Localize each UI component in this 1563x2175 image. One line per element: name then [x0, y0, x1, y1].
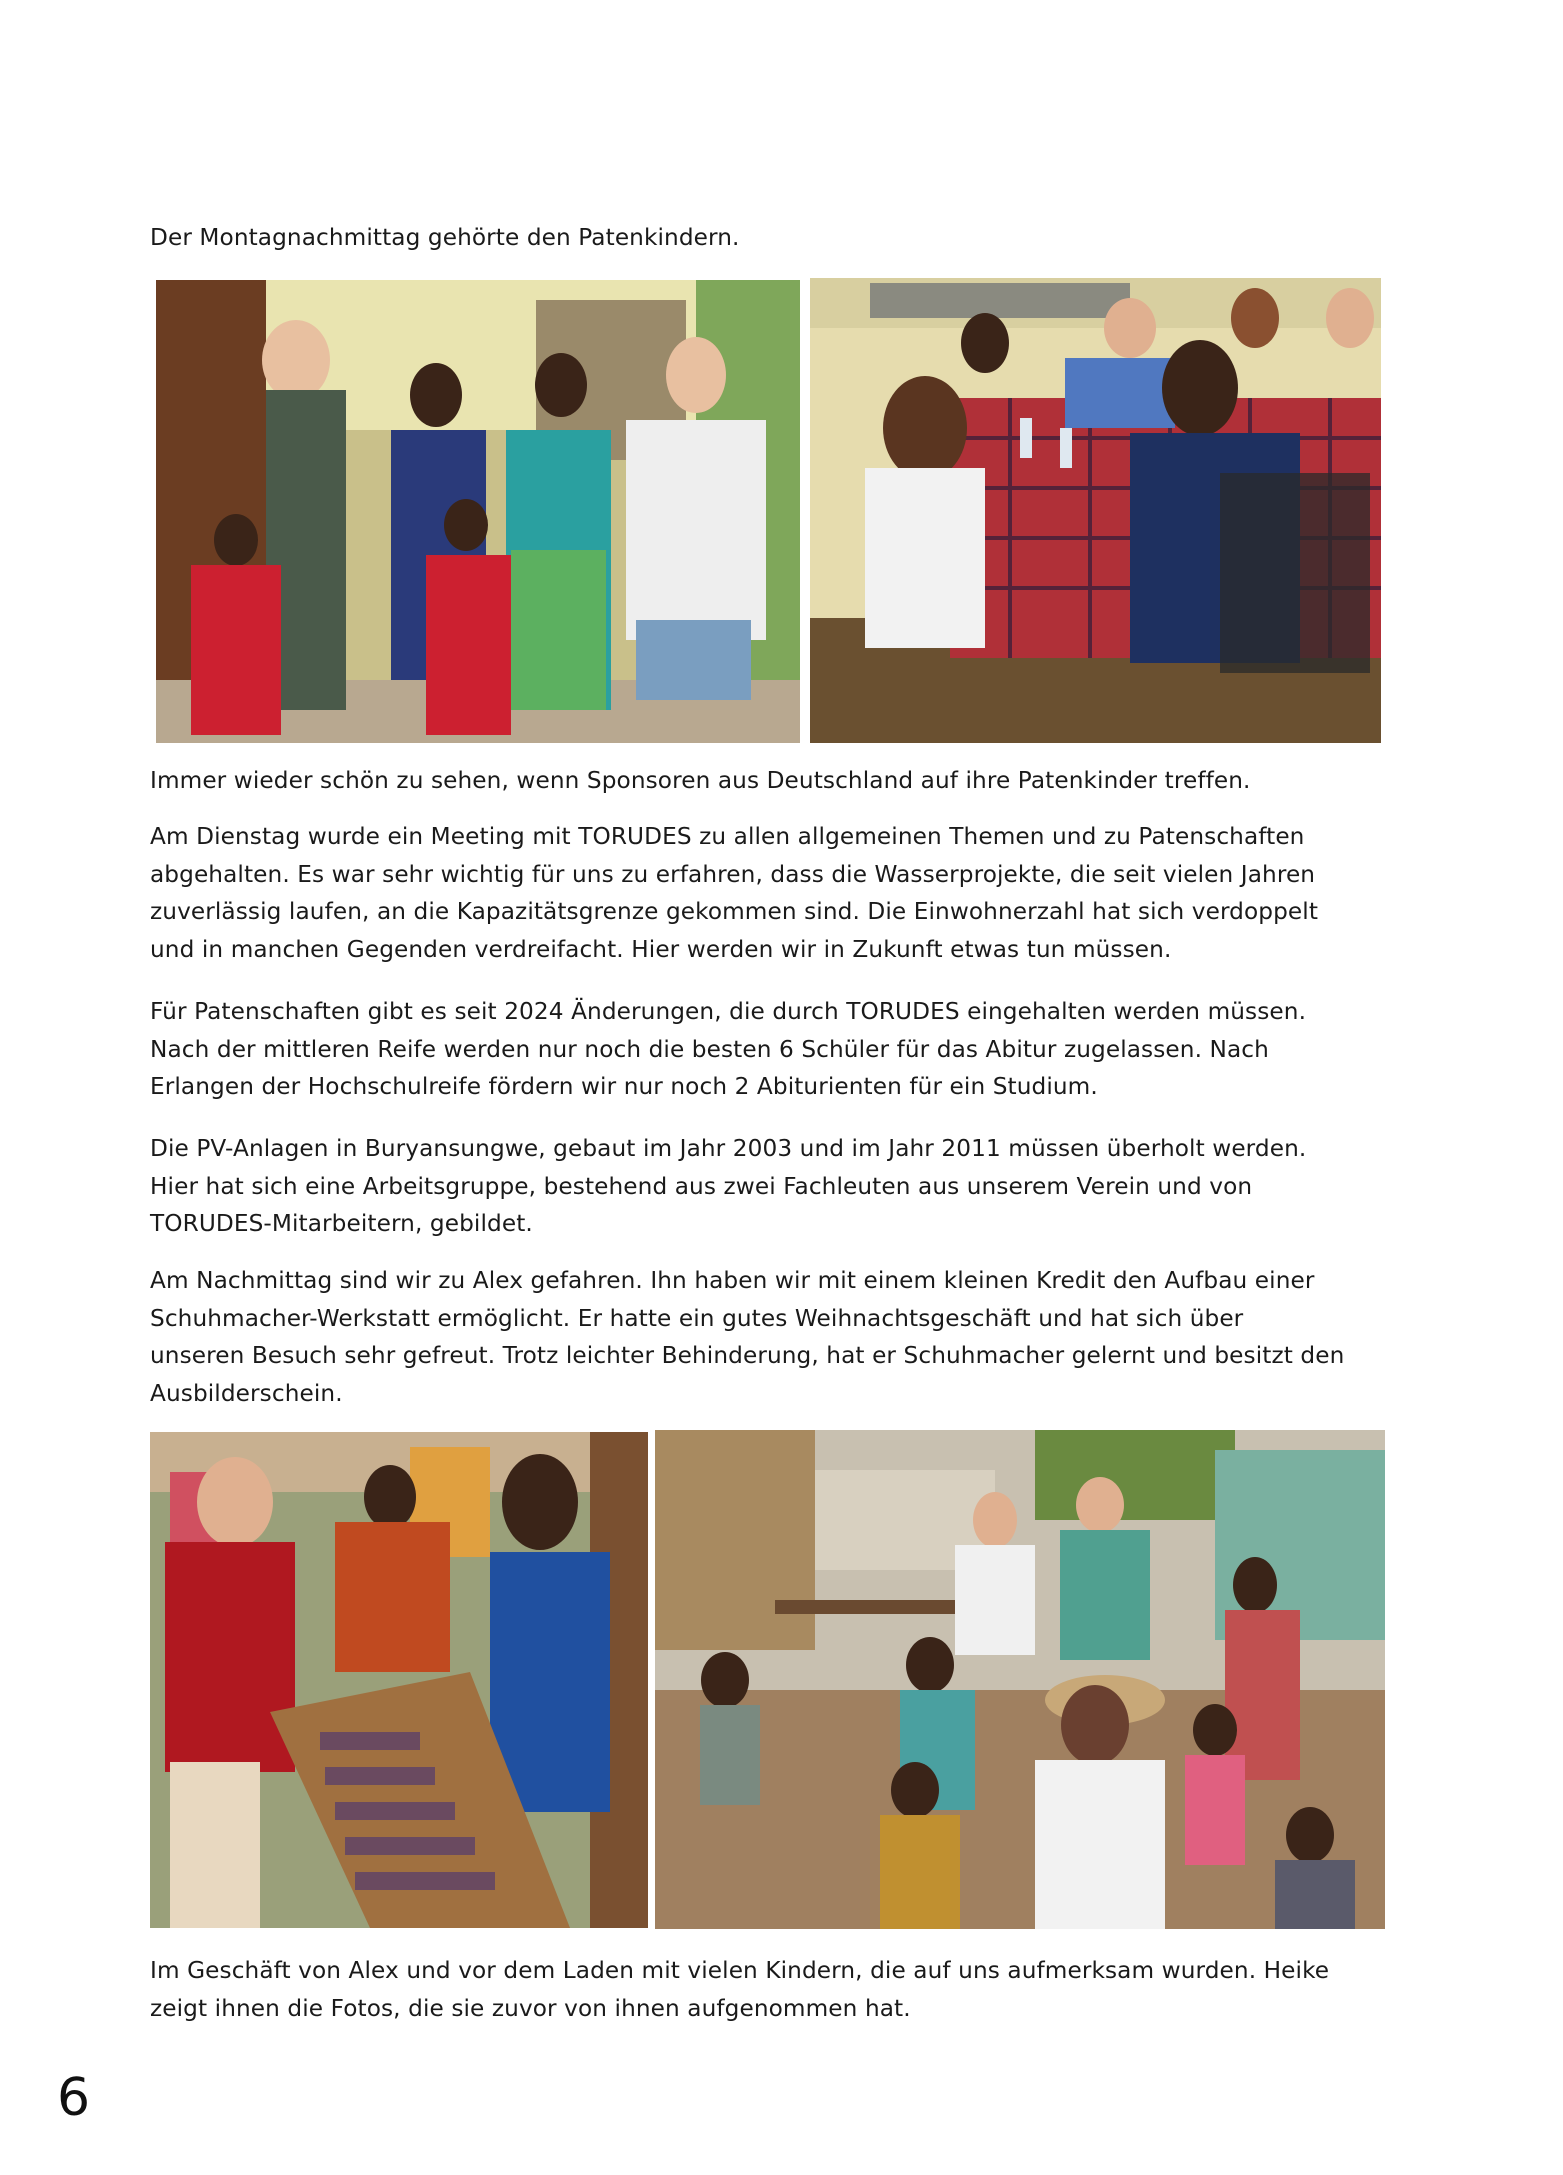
photo-meeting-table — [810, 278, 1381, 743]
intro-text: Der Montagnachmittag gehörte den Patenkindern. — [150, 224, 740, 251]
caption-shop: Im Geschäft von Alex und vor dem Laden mit vielen Kindern, die auf uns aufmerksam wurden. Heike zeigt ihnen die Fotos, die sie zuvor von ihnen aufgenommen hat. — [150, 1957, 1330, 2022]
paragraph-alex: Am Nachmittag sind wir zu Alex gefahren. Ihn haben wir mit einem kleinen Kredit den Aufbau einer Schuhmacher-Werkstatt ermöglicht. Er hatte ein gutes Weihnachtsgeschäft und hat sich über unseren Besuch sehr gefreut. Trotz leichter Behinderung, hat er Schuhmacher gelernt und besitzt den Ausbilderschein. — [150, 1267, 1345, 1407]
photo-sponsors-group — [156, 280, 800, 743]
paragraph-patenschaften: Für Patenschaften gibt es seit 2024 Änderungen, die durch TORUDES eingehalten werden müssen. Nach der mittleren Reife werden nur noch die besten 6 Schüler für das Abitur zugelassen. Nach Erlangen der Hochschulreife fördern wir nur noch 2 Abiturienten für ein Studium. — [150, 998, 1307, 1100]
photo-children-outside — [655, 1430, 1385, 1929]
page-number: 6 — [57, 2068, 91, 2128]
photo-shoemaker-shop — [150, 1432, 648, 1928]
caption-sponsors: Immer wieder schön zu sehen, wenn Sponsoren aus Deutschland auf ihre Patenkinder treffen. — [150, 767, 1251, 794]
paragraph-meeting: Am Dienstag wurde ein Meeting mit TORUDES zu allen allgemeinen Themen und zu Patenschaften abgehalten. Es war sehr wichtig für uns zu erfahren, dass die Wasserprojekte, die seit vielen Jahren zuverlässig laufen, an die Kapazitätsgrenze gekommen sind. Die Einwohnerzahl hat sich verdoppelt und in manchen Gegenden verdreifacht. Hier werden wir in Zukunft etwas tun müssen. — [150, 823, 1319, 963]
paragraph-pv: Die PV-Anlagen in Buryansungwe, gebaut im Jahr 2003 und im Jahr 2011 müssen überholt werden. Hier hat sich eine Arbeitsgruppe, bestehend aus zwei Fachleuten aus unserem Verein und von TORUDES-Mitarbeitern, gebildet. — [150, 1135, 1307, 1237]
